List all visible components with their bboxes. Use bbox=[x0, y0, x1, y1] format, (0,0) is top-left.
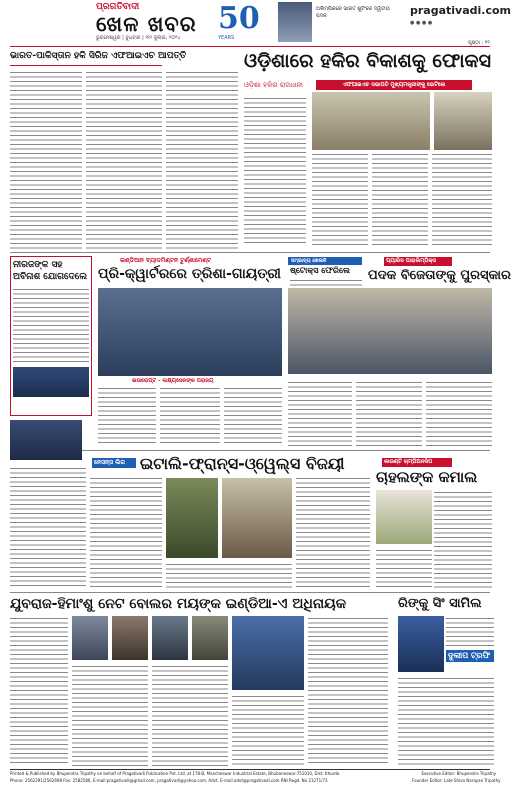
nations-story-mid bbox=[166, 562, 292, 588]
olympics-story-2 bbox=[356, 380, 422, 446]
football-photo-2 bbox=[222, 478, 292, 558]
bottom-headline: ଯୁବରାଜ-ହିମାଂଶୁ ନେଟ ବୋଲର ମୟଙ୍କ ଇଣ୍ଡିଆ-ଏ ଅଧିନାୟକ bbox=[10, 596, 347, 612]
footer-founder: Founder Editor: Late Shiva Narayan Tripathy bbox=[412, 778, 501, 783]
right-story-col2 bbox=[312, 152, 368, 248]
badminton-subhead: ଇଉରୋପ୍ଟ - ଲକ୍ଷ୍ୟସେନଙ୍କ ପରାଜୟ bbox=[132, 378, 214, 384]
main-headline: ଓଡ଼ିଶାରେ ହକିର ବିକାଶକୁ ଫୋକସ bbox=[244, 50, 491, 72]
top-rule bbox=[10, 252, 490, 253]
fih-meeting-photo bbox=[312, 92, 430, 150]
rinku-photo bbox=[398, 616, 444, 672]
nations-kicker: ନେସନ୍ସ ଲିଗ bbox=[92, 458, 136, 468]
social-icons: ● ● ● ● bbox=[410, 20, 433, 26]
dateline: ଭୁବନେଶ୍ୱର | ବୁଧବାର | ୩୧ ଜୁଲାଇ, ୨୦୨୪ bbox=[96, 35, 181, 41]
athlete-photo bbox=[10, 420, 82, 460]
olympics-headline: ପଦକ ବିଜେତାଙ୍କୁ ପୁରସ୍କାର bbox=[368, 268, 511, 283]
fih-group-photo bbox=[434, 92, 492, 150]
nations-story-right bbox=[296, 476, 370, 588]
footer-editor: Executive Editor: Bhupendra Tripathy bbox=[421, 771, 496, 776]
left-story-col1 bbox=[10, 70, 82, 250]
left-headline-box bbox=[10, 48, 187, 66]
olympics-story-1 bbox=[288, 380, 352, 446]
player-photo-1 bbox=[72, 616, 108, 660]
football-photo-1 bbox=[166, 478, 218, 558]
left-headline: ଭାରତ-ପାକିସ୍ତାନ ହକି ସିରିଜ ଏଫଆଇଏଚ ଆପତ୍ତି bbox=[10, 51, 187, 61]
footer-contact: Phone: 2562291/2562698 Fax: 2582586, E-mail:pragativadi@gmail.com, pragativadi@yahoo.com, Advt. E-mail:advt@pragativadi.com RNI Regd. No 21271/73 bbox=[10, 778, 328, 783]
left-story-col2 bbox=[86, 70, 162, 250]
anniversary-text: YEARS bbox=[218, 35, 235, 41]
badminton-photo bbox=[98, 288, 282, 376]
bottom-story-2 bbox=[72, 664, 148, 766]
badminton-story-3 bbox=[224, 386, 282, 446]
bottom-story-4 bbox=[232, 694, 304, 766]
nations-story-left bbox=[10, 466, 86, 588]
brand-logo: ପ୍ରଗତିବାଦୀ bbox=[96, 2, 140, 12]
footer-rule bbox=[10, 769, 490, 770]
neeraj-photo bbox=[13, 367, 89, 397]
mid-rule bbox=[10, 450, 490, 451]
promo-text: ଅଲିମ୍ପିକରେ ଭାରତ ଶୁଟିଂରେ ଦ୍ୱିତୀୟ ପଦକ bbox=[316, 6, 390, 19]
badminton-story-2 bbox=[160, 386, 220, 446]
website[interactable]: pragativadi.com bbox=[410, 4, 511, 17]
nations-headline: ଇଟାଲି-ଫ୍ରାନ୍ସ-ଓ୍ୱେଲ୍ସ ବିଜୟୀ bbox=[140, 454, 345, 473]
player-photo-4 bbox=[192, 616, 228, 660]
rinku-story-2 bbox=[398, 676, 494, 766]
footer-imprint: Printed & Published by Bhupendra Tripathy on behalf of Pragativadi Publication Pvt. Ltd. at 178-B, Mancheswar Industrial Estate, Bhubaneswar-751010, Dist: Khurda bbox=[10, 771, 340, 776]
promo-photo bbox=[278, 2, 312, 42]
chahal-photo bbox=[376, 490, 432, 544]
neeraj-story bbox=[13, 287, 89, 365]
neeraj-box bbox=[10, 256, 92, 416]
olympics-story-3 bbox=[426, 380, 492, 446]
anniversary-number: 50 bbox=[218, 1, 260, 36]
mid-story-col bbox=[244, 96, 306, 246]
right-story-col3 bbox=[372, 152, 428, 248]
shot-headline: ଷ୍ଟୋକ୍ସ ଫେରିଲେ bbox=[290, 266, 350, 275]
bottom-story-5 bbox=[308, 616, 388, 766]
bottom-story-3 bbox=[152, 664, 228, 766]
anniversary-logo bbox=[218, 3, 266, 43]
caption-tag: ଏଫଆଇଏଚ ସଭାପତି ମୁଖ୍ୟମନ୍ତ୍ରୀଙ୍କୁ ଭେଟିଲେ bbox=[316, 80, 472, 90]
bottom-story-1 bbox=[10, 616, 68, 766]
county-kicker: କାଉଣ୍ଟି ଚାମ୍ପିଅନସିପ bbox=[382, 458, 452, 467]
player-photo-3 bbox=[152, 616, 188, 660]
right-story-col bbox=[432, 152, 492, 248]
masthead-rule bbox=[10, 46, 490, 47]
shot-kicker: ସମ୍ଭାବ୍ୟ ଖେଳାଳି bbox=[288, 257, 362, 265]
section-title: ଖେଳ ଖବର bbox=[96, 11, 197, 36]
nations-story-left2 bbox=[90, 476, 162, 588]
county-story bbox=[434, 490, 492, 588]
rinku-headline: ରିଙ୍କୁ ସିଂ ସାମିଲ bbox=[398, 596, 482, 611]
masthead bbox=[0, 0, 511, 46]
badminton-headline: ପ୍ରି-କ୍ୱାର୍ଟରରେ ତ୍ରିଶା-ଗାୟତ୍ରୀ bbox=[98, 266, 281, 282]
player-photo-2 bbox=[112, 616, 148, 660]
county-headline: ଚାହଲଙ୍କ କମାଲ bbox=[376, 468, 478, 486]
page-number: ପୃଷ୍ଠା : ୧୨ bbox=[468, 40, 490, 46]
mayank-photo bbox=[232, 616, 304, 690]
badminton-kicker: ଇଣ୍ଡିଆନ ବ୍ୟାଡମିଣ୍ଟନ ଟୁର୍ଣ୍ଣାମେଣ୍ଟ bbox=[120, 257, 212, 264]
lower-rule bbox=[10, 592, 490, 593]
rinku-story bbox=[446, 616, 494, 646]
olympics-kicker: ପ୍ୟାରିସ ପାରାଲିମ୍ପିକ୍ସ bbox=[384, 257, 452, 266]
left-story-col3 bbox=[166, 70, 238, 250]
neeraj-headline: ନୀରଜଙ୍କ ସହ ଅବିନାଶ ଯୋଗଦେଲେ bbox=[13, 260, 88, 282]
county-story-2 bbox=[376, 548, 432, 588]
olympics-photo bbox=[288, 288, 492, 374]
pull-quote: ଓଡ଼ିଶା ହକିର ରାଜଧାନୀ bbox=[244, 81, 303, 89]
duleep-label: ଦୁଲୀପ ଟ୍ରଫି bbox=[446, 650, 494, 662]
badminton-story-1 bbox=[98, 386, 156, 446]
